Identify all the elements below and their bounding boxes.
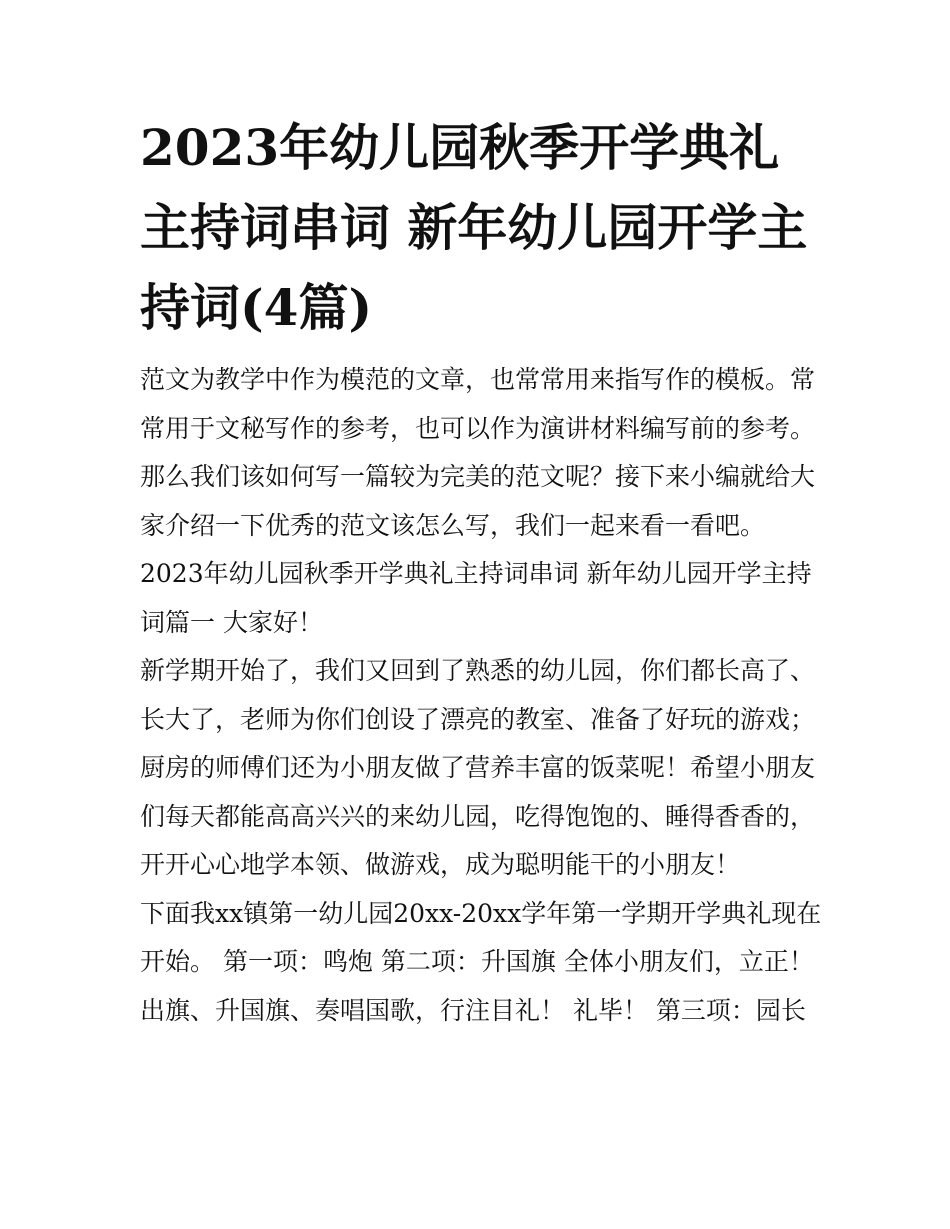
paragraph-welcome: 新学期开始了，我们又回到了熟悉的幼儿园，你们都长高了、长大了，老师为你们创设了漂亮的教室、准备了好玩的游戏；厨房的师傅们还为小朋友做了营养丰富的饭菜呢！希望小朋友们每天都能高高兴兴的来幼儿园，吃得饱饱的、睡得香香的，开开心心地学本领、做游戏，成为聪明能干的小朋友！ (140, 656, 816, 879)
document-title: 2023年幼儿园秋季开学典礼主持词串词 新年幼儿园开学主持词(4篇) (140, 118, 808, 337)
paragraph-flag-raising: 出旗、升国旗、奏唱国歌，行注目礼！ 礼毕！ 第三项：园长 (140, 995, 806, 1025)
paragraph-ceremony-start: 下面我xx镇第一幼儿园20xx-20xx学年第一学期开学典礼现在开始。 第一项：鸣炮 第二项：升国旗 全体小朋友们，立正！ (140, 898, 822, 976)
document-body (140, 356, 830, 1035)
paragraph-intro: 范文为教学中作为模范的文章，也常常用来指写作的模板。常常用于文秘写作的参考，也可以作为演讲材料编写前的参考。那么我们该如何写一篇较为完美的范文呢？接下来小编就给大家介绍一下优秀的范文该怎么写，我们一起来看一看吧。 (140, 365, 816, 540)
paragraph-section-heading: 2023年幼儿园秋季开学典礼主持词串词 新年幼儿园开学主持词篇一 大家好！ (140, 559, 812, 637)
